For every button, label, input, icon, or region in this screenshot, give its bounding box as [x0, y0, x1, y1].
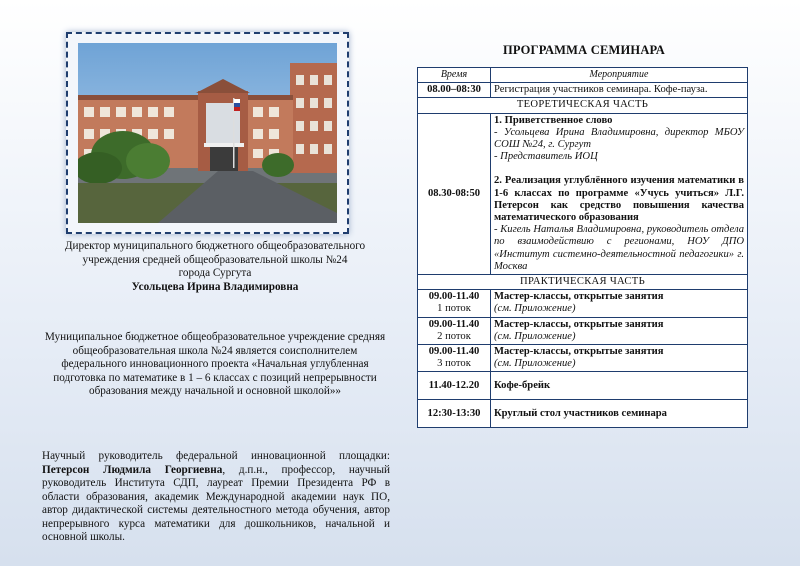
event-cell: [491, 345, 748, 372]
time-value: 09.00-11.40: [428, 346, 480, 358]
caption-line-1: Директор муниципального бюджетного общеобразовательного: [64, 240, 366, 252]
stream-label: 1 поток: [437, 303, 471, 315]
caption-line-3: города Сургута: [178, 267, 252, 279]
leader-intro: Научный руководитель федеральной инновационной площадки:: [42, 450, 390, 462]
item1-speaker2: - Представитель ИОЦ: [494, 151, 598, 163]
director-caption: [40, 240, 390, 294]
time-value: 09.00-11.40: [428, 318, 480, 330]
scientific-leader-text: [42, 450, 390, 545]
program-title: ПРОГРАММА СЕМИНАРА: [502, 43, 666, 57]
item1-title: 1. Приветственное слово: [494, 114, 613, 126]
item2-speaker: - Кигель Наталья Владимировна, руководитель отдела по взаимодействию с регионами, НОУ ДПО «Институт системно-деятельностной педагогики» г. Москва: [494, 224, 744, 272]
event-cell: [491, 290, 748, 317]
table-row: [418, 372, 748, 400]
director-name: Усольцева Ирина Владимировна: [131, 280, 299, 293]
appendix-note: (см. Приложение): [494, 358, 576, 370]
master-class-title: Мастер-классы, открытые занятия: [494, 318, 664, 330]
event-cell: [491, 113, 748, 274]
time-cell: [418, 345, 491, 372]
master-class-title: Мастер-классы, открытые занятия: [494, 346, 664, 358]
table-header-row: [418, 68, 748, 83]
appendix-note: (см. Приложение): [494, 330, 576, 342]
school-description: Муниципальное бюджетное общеобразовательное учреждение средняя общеобразовательная школа №24 является соисполнителем федерального инновационного проекта «Начальная углубленная подготовка по математике в 1 – 6 классах с позиций непрерывности образования между начальной и основной школой»»: [44, 331, 386, 397]
caption-line-2: учреждения средней общеобразовательной школы №24: [82, 253, 348, 266]
item2-title: 2. Реализация углублённого изучения математики в 1-6 классах по программе «Учусь учиться» Л.Г. Петерсон как средство повышения качества математического образования: [494, 175, 744, 224]
time-cell: [418, 317, 491, 344]
time-cell: [418, 290, 491, 317]
time-cell: 08.30-08:50: [418, 113, 491, 274]
table-row: [418, 83, 748, 98]
table-row: [418, 317, 748, 344]
table-row: [418, 345, 748, 372]
item1-speaker1: - Усольцева Ирина Владимировна, директор МБОУ СОШ №24, г. Сургут: [494, 126, 744, 151]
event-cell: Регистрация участников семинара. Кофе-пауза.: [491, 83, 748, 98]
leader-details: , д.п.н., профессор, научный руководитель Института СДП, лауреат Премии Президента РФ в области образования, академик Международной академии наук ПО, автор дидактической системы деятельностного метода обучения, автор непрерывного курса математики для дошкольников, начальной и основной школы.: [42, 463, 390, 543]
stream-label: 2 поток: [437, 330, 471, 342]
event-cell: Круглый стол участников семинара: [491, 400, 748, 428]
col-event-header: Мероприятие: [491, 68, 748, 83]
event-cell: Кофе-брейк: [491, 372, 748, 400]
program-table: [417, 67, 748, 428]
school-building-photo: [78, 43, 337, 223]
time-value: 09.00-11.40: [428, 291, 480, 303]
time-cell: 12:30-13:30: [418, 400, 491, 428]
table-row: [418, 290, 748, 317]
time-cell: 08.00–08:30: [418, 83, 491, 98]
school-photo-frame: [66, 32, 349, 234]
section-practice: ПРАКТИЧЕСКАЯ ЧАСТЬ: [418, 275, 748, 290]
master-class-title: Мастер-классы, открытые занятия: [494, 291, 664, 303]
table-row: [418, 400, 748, 428]
table-row: [418, 113, 748, 274]
time-cell: 11.40-12.20: [418, 372, 491, 400]
event-cell: [491, 317, 748, 344]
section-theory: ТЕОРЕТИЧЕСКАЯ ЧАСТЬ: [418, 98, 748, 113]
leader-name: Петерсон Людмила Георгиевна: [42, 463, 223, 476]
stream-label: 3 поток: [437, 358, 471, 370]
appendix-note: (см. Приложение): [494, 303, 576, 315]
section-row: [418, 275, 748, 290]
col-time-header: Время: [418, 68, 491, 83]
section-row: [418, 98, 748, 113]
